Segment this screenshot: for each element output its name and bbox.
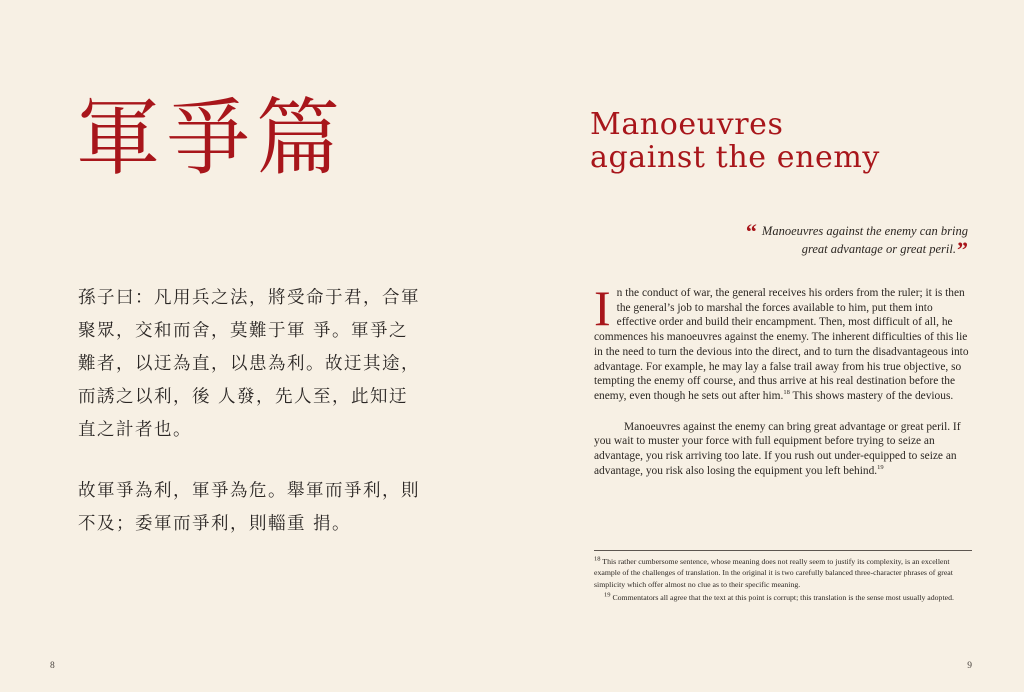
chapter-title-english bbox=[590, 108, 880, 174]
page-number-left: 8 bbox=[50, 661, 55, 671]
footnote-number: 19 bbox=[604, 591, 611, 599]
page-number-right: 9 bbox=[967, 661, 972, 671]
right-page bbox=[512, 0, 1024, 692]
footnote-number: 18 bbox=[594, 555, 601, 563]
footnotes bbox=[594, 556, 972, 606]
paragraph-2-text: Manoeuvres against the enemy can bring great advantage or great peril. If you wait to muster your force with full equipment before trying to seize an advantage, you risk arriving too late. If you rush out under-equipped to seize an advantage, you risk also losing the equipment you left behind. bbox=[594, 420, 961, 477]
chinese-paragraph-2: 故軍爭為利，軍爭為危。舉軍而爭利，則不及；委軍而爭利，則輜重 捐。 bbox=[78, 481, 420, 534]
footnote-ref-18[interactable]: 18 bbox=[783, 389, 790, 397]
body-paragraph-1 bbox=[594, 280, 970, 404]
footnote-text: Commentators all agree that the text at this point is corrupt; this translation is the sense most usually adopted. bbox=[610, 593, 954, 603]
chapter-title-line-1: Manoeuvres bbox=[590, 107, 784, 142]
footnote-text: This rather cumbersome sentence, whose meaning does not really seem to justify its complexity, is an excellent example of the challenges of translation. In the original it is two carefully balanced three-character phrases of great simplicity which offer almost no clue as to their specific meaning. bbox=[594, 557, 953, 589]
open-quote-icon: “ bbox=[745, 219, 757, 244]
footnote-ref-19[interactable]: 19 bbox=[877, 463, 884, 471]
drop-cap: I bbox=[594, 280, 611, 336]
chapter-title-line-2: against the enemy bbox=[590, 140, 880, 175]
paragraph-1-tail: This shows mastery of the devious. bbox=[789, 389, 954, 402]
pull-quote-text: Manoeuvres against the enemy can bring great advantage or great peril. bbox=[761, 224, 968, 256]
body-paragraph-2 bbox=[594, 420, 970, 479]
chapter-title-chinese: 軍爭篇 bbox=[76, 89, 347, 187]
chinese-text-block bbox=[78, 282, 423, 569]
close-quote-icon: ” bbox=[957, 237, 968, 262]
chinese-paragraph-1: 孫子曰：凡用兵之法，將受命于君，合軍聚眾，交和而舍，莫難于軍 爭。軍爭之難者，以迂為直，以患為利。故迂其途，而誘之以利，後 人發，先人至，此知迂直之計者也。 bbox=[78, 288, 420, 440]
pull-quote bbox=[728, 219, 968, 262]
paragraph-1-text: n the conduct of war, the general receives his orders from the ruler; it is then the general’s job to marshal the forces available to him, put them into effective order and build their encampment. Then, most difficult of all, he commences his manoeuvres against the enemy. The inherent difficulties of this lie in the need to turn the devious into the direct, and to turn the disadvantageous into advantage. For example, he may lay a false trail away from his true objective, so tempting the enemy off course, and thus arrive at his real destination before the enemy, even though he sets out after him. bbox=[594, 287, 969, 402]
english-text-block bbox=[594, 280, 970, 478]
footnote-18 bbox=[594, 556, 972, 590]
footnote-19 bbox=[594, 592, 972, 603]
footnote-divider bbox=[594, 550, 972, 551]
